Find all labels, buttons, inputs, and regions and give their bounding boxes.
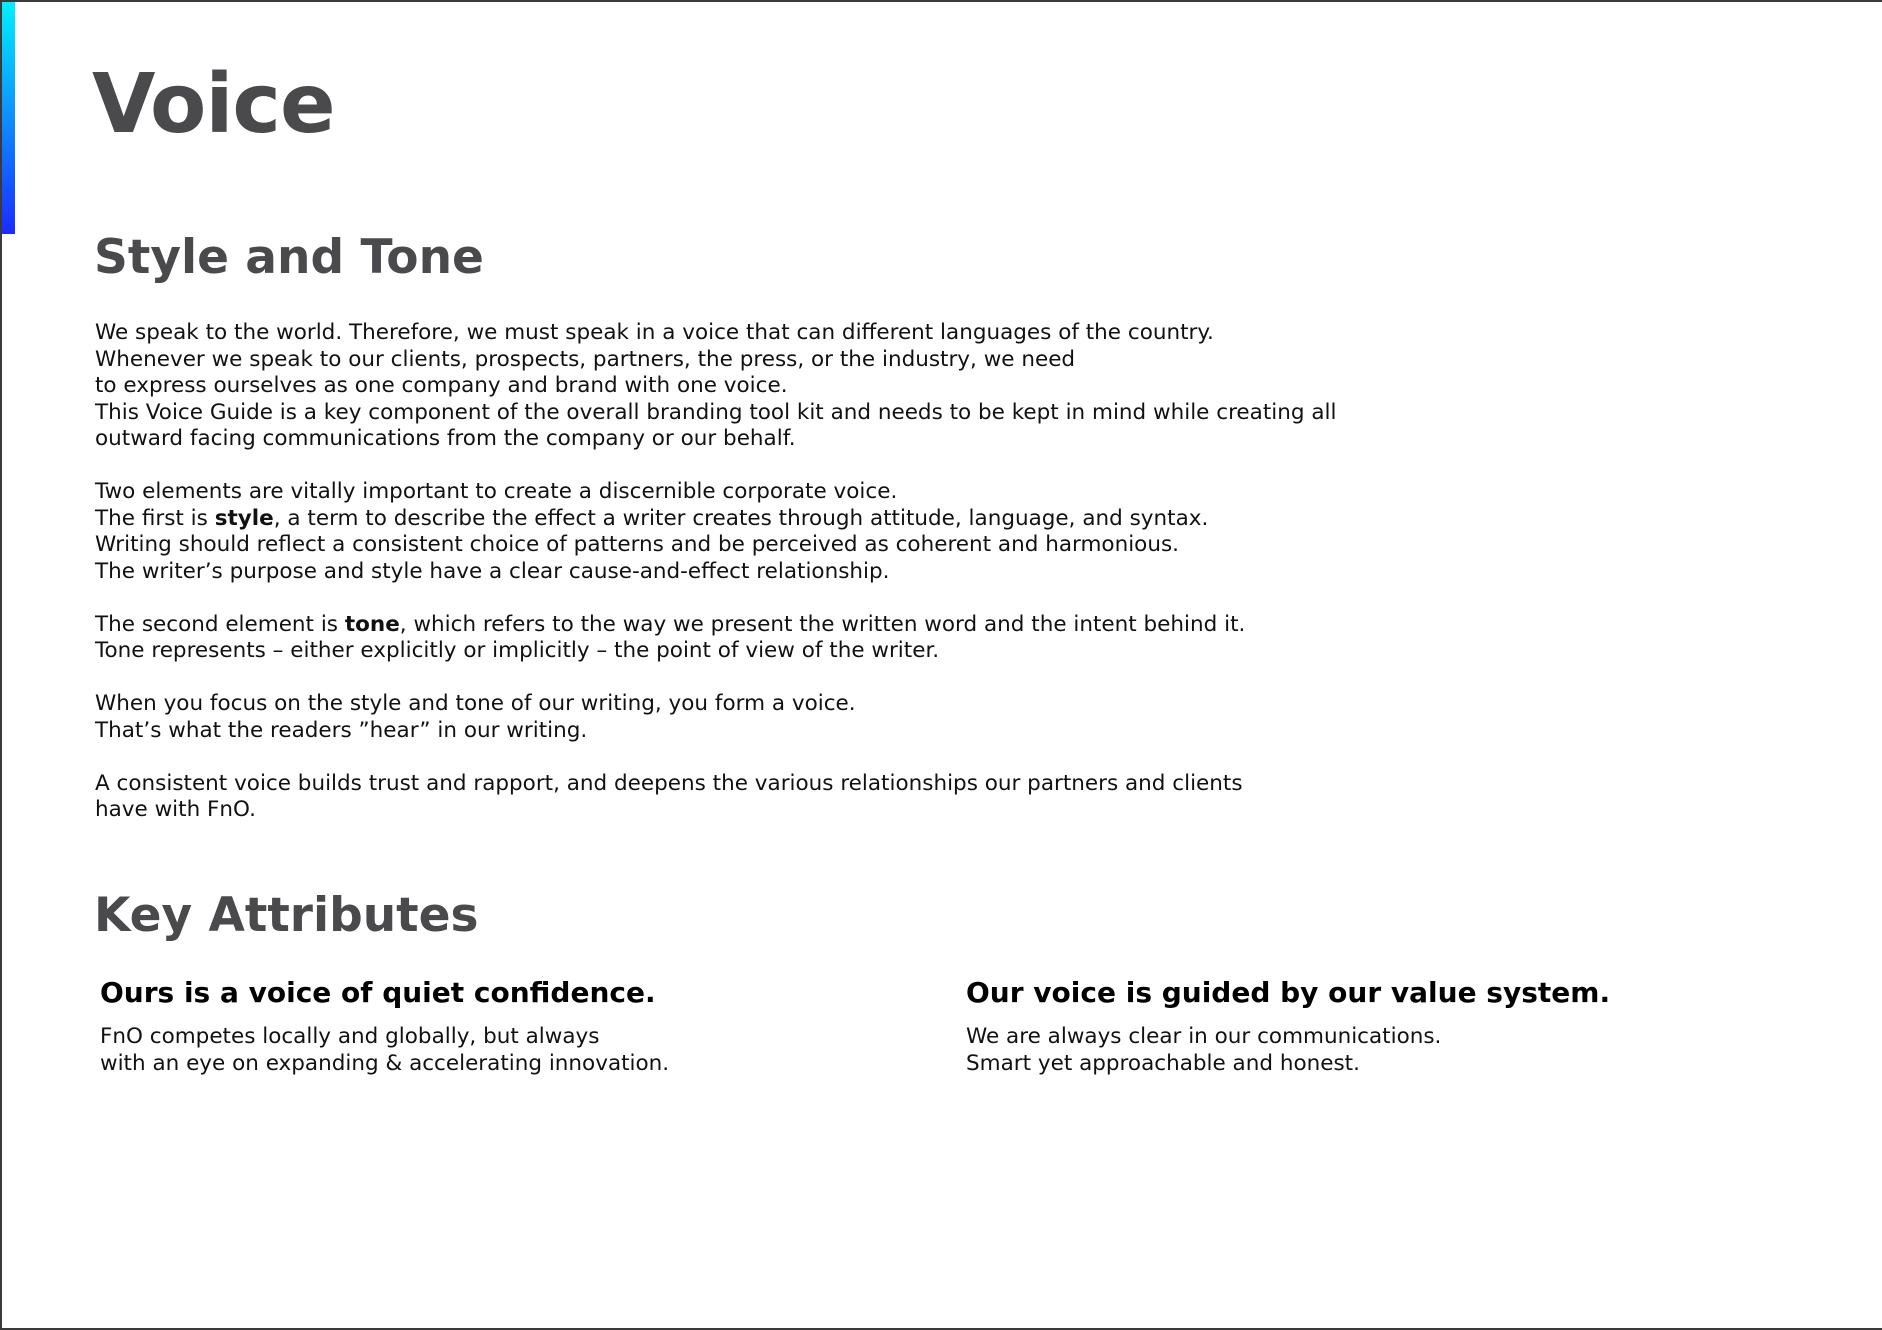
- style-term: style: [214, 505, 274, 531]
- intro-line: This Voice Guide is a key component of the overall branding tool kit and needs to be kept in mind while creating all: [95, 399, 1337, 425]
- attribute-line: We are always clear in our communications.: [966, 1023, 1442, 1049]
- key-attributes-heading: Key Attributes: [94, 888, 479, 943]
- style-and-tone-heading: Style and Tone: [94, 230, 484, 285]
- attribute-line: Smart yet approachable and honest.: [966, 1050, 1360, 1076]
- intro-line: outward facing communications from the company or our behalf.: [95, 426, 796, 451]
- voice-line: That’s what the readers ”hear” in our writing.: [95, 717, 588, 743]
- attribute-card: [966, 978, 1786, 1077]
- style-and-tone-body: [95, 320, 1395, 850]
- intro-line: Whenever we speak to our clients, prospects, partners, the press, or the industry, we need: [95, 346, 1076, 372]
- tone-definition-line: [95, 612, 1395, 639]
- text-fragment: The first is: [95, 505, 215, 531]
- voice-paragraph: [95, 691, 1395, 744]
- tone-term: tone: [344, 611, 400, 637]
- attribute-description: [100, 1023, 920, 1077]
- style-paragraph: [95, 479, 1395, 585]
- voice-line: When you focus on the style and tone of our writing, you form a voice.: [95, 691, 856, 716]
- attribute-description: [966, 1023, 1786, 1077]
- trust-line: A consistent voice builds trust and rapport, and deepens the various relationships our partners and clients: [95, 770, 1243, 796]
- trust-paragraph: [95, 771, 1395, 824]
- attribute-line: with an eye on expanding & accelerating innovation.: [100, 1050, 670, 1076]
- tone-paragraph: [95, 612, 1395, 665]
- style-line: Writing should reflect a consistent choice of patterns and be perceived as coherent and harmonious.: [95, 532, 1179, 557]
- text-fragment: , a term to describe the effect a writer creates through attitude, language, and syntax.: [273, 505, 1209, 531]
- intro-paragraph: [95, 320, 1395, 453]
- intro-line: We speak to the world. Therefore, we must speak in a voice that can different languages of the country.: [95, 320, 1214, 345]
- attribute-title: Ours is a voice of quiet confidence.: [100, 976, 656, 1009]
- attribute-title: Our voice is guided by our value system.: [966, 976, 1611, 1009]
- accent-gradient-bar: [2, 2, 15, 234]
- attribute-card: [100, 978, 920, 1077]
- tone-line: Tone represents – either explicitly or implicitly – the point of view of the writer.: [95, 638, 940, 663]
- text-fragment: The second element is: [95, 611, 345, 637]
- style-definition-line: [95, 506, 1395, 533]
- trust-line: have with FnO.: [95, 797, 256, 822]
- text-fragment: , which refers to the way we present the written word and the intent behind it.: [399, 611, 1246, 637]
- attribute-line: FnO competes locally and globally, but always: [100, 1023, 600, 1049]
- style-line: Two elements are vitally important to create a discernible corporate voice.: [95, 479, 898, 504]
- style-line: The writer’s purpose and style have a clear cause-and-effect relationship.: [95, 558, 890, 584]
- page-title: Voice: [92, 57, 335, 152]
- intro-line: to express ourselves as one company and brand with one voice.: [95, 373, 788, 398]
